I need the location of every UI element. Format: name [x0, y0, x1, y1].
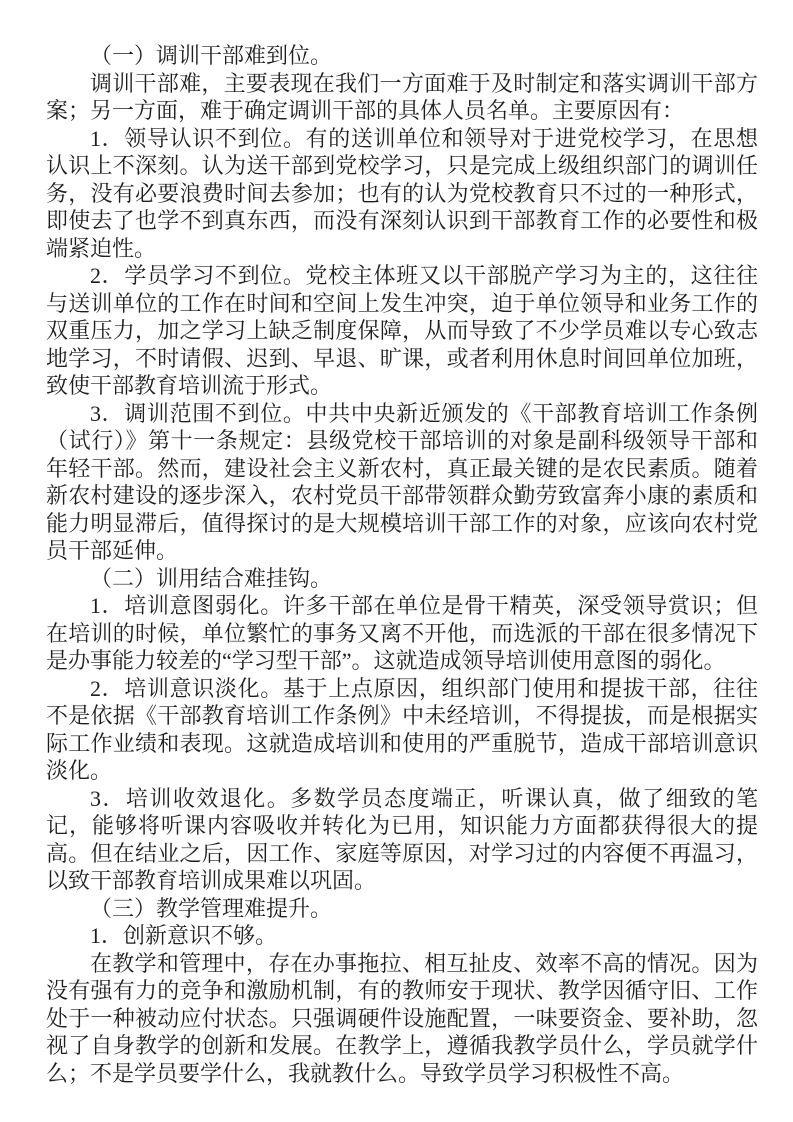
section-3-heading: （三）教学管理难提升。: [90, 895, 333, 921]
para-overview: 调训干部难，主要表现在我们一方面难于及时制定和落实调训干部方案；另一方面，难于确定调训干部的具体人员名单。主要原因有：: [46, 70, 758, 123]
para-point-2-students: 2．学员学习不到位。党校主体班又以干部脱产学习为主的，这往往与送训单位的工作在时间和空间上发生冲突，迫于单位领导和业务工作的双重压力，加之学习上缺乏制度保障，从而导致了不少学员难以专心致志地学习，不时请假、迟到、早退、旷课，或者利用休息时间回单位加班，致使干部教育培训流于形式。: [46, 263, 758, 398]
para-training-results: 3．培训收效退化。多数学员态度端正，听课认真，做了细致的笔记，能够将听课内容吸收并转化为已用，知识能力方面都获得很大的提高。但在结业之后，因工作、家庭等原因，对学习过的内容便不再温习，以致干部教育培训成果难以巩固。: [46, 785, 758, 893]
para-training-awareness: 2．培训意识淡化。基于上点原因，组织部门使用和提拔干部，往往不是依据《干部教育培训工作条例》中未经培训，不得提拔，而是根据实际工作业绩和表现。这就造成培训和使用的严重脱节，造成干部培训意识淡化。: [46, 675, 758, 783]
section-1-heading: （一）调训干部难到位。: [90, 43, 333, 68]
document-text-block: [46, 42, 758, 1087]
para-point-3-scope: 3．调训范围不到位。中共中央新近颁发的《干部教育培训工作条例（试行）》第十一条规定：县级党校干部培训的对象是副科级领导干部和年轻干部。然而，建设社会主义新农村，真正最关键的是农民素质。随着新农村建设的逐步深入，农村党员干部带领群众勤劳致富奔小康的素质和能力明显滞后，值得探讨的是大规模培训干部工作的对象，应该向农村党员干部延伸。: [46, 400, 758, 563]
para-point-1-leadership: 1．领导认识不到位。有的送训单位和领导对于进党校学习，在思想认识上不深刻。认为送干部到党校学习，只是完成上级组织部门的调训任务，没有必要浪费时间去参加；也有的认为党校教育只不过的一种形式，即使去了也学不到真东西，而没有深刻认识到干部教育工作的必要性和极端紧迫性。: [46, 125, 758, 261]
section-2-heading: （二）训用结合难挂钩。: [90, 565, 333, 591]
para-innovation-heading: 1．创新意识不够。: [90, 923, 278, 948]
para-teaching-management: 在教学和管理中，存在办事拖拉、相互扯皮、效率不高的情况。因为没有强有力的竞争和激励机制，有的教师安于现状、教学因循守旧、工作处于一种被动应付状态。只强调硬件设施配置，一味要资金、要补助，忽视了自身教学的创新和发展。在教学上，遵循我教学员什么，学员就学什么；不是学员要学什么，我就教什么。导致学员学习积极性不高。: [46, 950, 758, 1086]
para-training-intent: 1．培训意图弱化。许多干部在单位是骨干精英，深受领导赏识；但在培训的时候，单位繁忙的事务又离不开他，而选派的干部在很多情况下是办事能力较差的“学习型干部”。这就造成领导培训使用意图的弱化。: [46, 593, 758, 673]
